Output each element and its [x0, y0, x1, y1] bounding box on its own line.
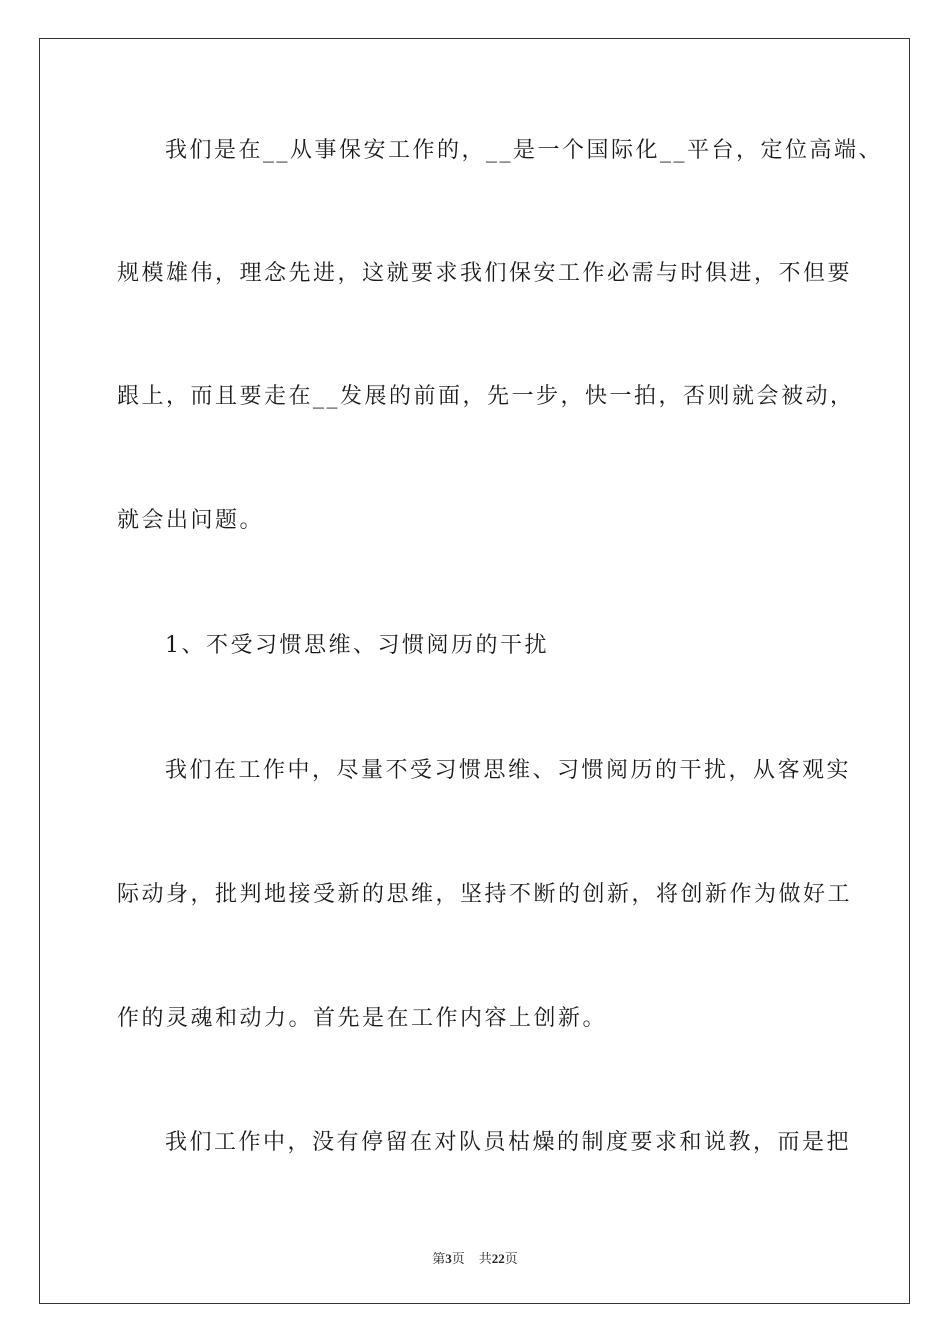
- footer-total-prefix: 共: [478, 1252, 492, 1267]
- paragraph-line-6: 际动身，批判地接受新的思维，坚持不断的创新，将创新作为做好工: [117, 882, 853, 907]
- footer-total-pages: 22: [491, 1251, 505, 1266]
- footer-page-suffix: 页: [451, 1252, 465, 1267]
- paragraph-line-1: 我们是在__从事保安工作的，__是一个国际化__平台，定位高端、: [165, 138, 884, 163]
- paragraph-line-2: 规模雄伟，理念先进，这就要求我们保安工作必需与时俱进，不但要: [117, 261, 853, 286]
- section-heading: 1、不受习惯思维、习惯阅历的干扰: [165, 633, 549, 658]
- paragraph-line-7: 作的灵魂和动力。首先是在工作内容上创新。: [117, 1006, 608, 1031]
- paragraph-line-8: 我们工作中，没有停留在对队员枯燥的制度要求和说教，而是把: [165, 1130, 852, 1155]
- paragraph-line-4: 就会出问题。: [117, 508, 265, 533]
- page-footer: [0, 1248, 950, 1267]
- footer-page-number: 3: [445, 1251, 452, 1266]
- footer-total-suffix: 页: [504, 1252, 518, 1267]
- paragraph-line-3: 跟上，而且要走在__发展的前面，先一步，快一拍，否则就会被动，: [117, 384, 855, 409]
- paragraph-line-5: 我们在工作中，尽量不受习惯思维、习惯阅历的干扰，从客观实: [165, 758, 852, 783]
- footer-page-prefix: 第: [432, 1252, 446, 1267]
- page-border: [39, 38, 910, 1304]
